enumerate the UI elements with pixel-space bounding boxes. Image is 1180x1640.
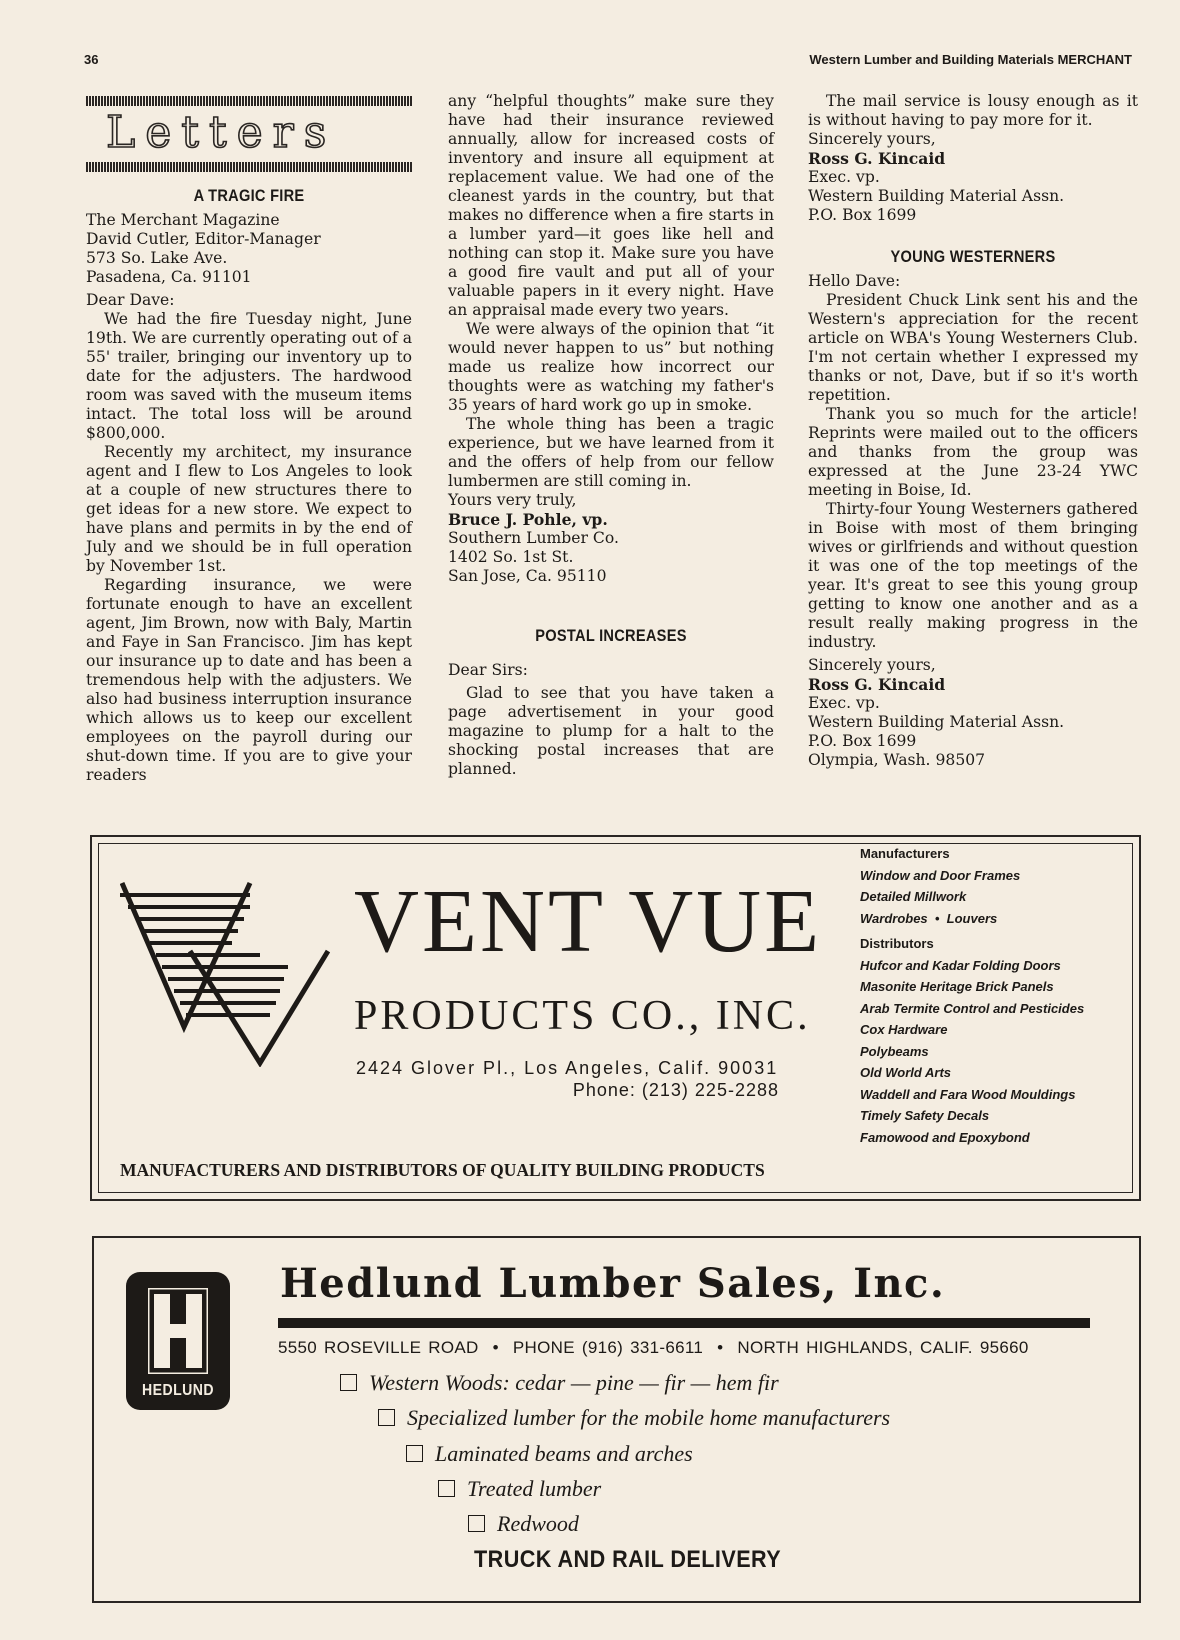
banner-stripe-top — [86, 96, 412, 106]
hedlund-logo-text: HEDLUND — [142, 1382, 214, 1399]
product-checklist-item — [438, 1476, 601, 1502]
signer-name: Bruce J. Pohle, vp. — [448, 510, 608, 529]
item-label: Treated lumber — [467, 1476, 602, 1501]
distributors-label: Distributors — [860, 936, 934, 951]
product-checklist-item — [468, 1511, 579, 1537]
list-item: Waddell and Fara Wood Mouldings — [860, 1086, 1076, 1102]
salutation: Dear Sirs: — [448, 661, 528, 679]
product-checklist-item — [378, 1405, 890, 1431]
signer-name: Ross G. Kincaid — [808, 149, 946, 168]
list-item: Hufcor and Kadar Folding Doors — [860, 957, 1061, 973]
list-item: Window and Door Frames — [860, 867, 1021, 883]
checkbox-icon — [438, 1480, 455, 1497]
paragraph: We had the fire Tuesday night, June 19th. We are currently operating out of a 55' trailer, bringing our inventory up to date for the adjusters. The hardwood room was saved with the museum items intact. The total loss will be around $800,000. — [86, 310, 412, 442]
letter-heading: A TRAGIC FIRE — [193, 186, 305, 205]
paragraph: Thirty-four Young Westerners gathered in Boise with most of them bringing wives or girlfriends and without question it was one of the top meetings of the year. It's great to see this young group getting to know one another and as a result really making progress in the industry. — [808, 500, 1138, 651]
address-line: 573 So. Lake Ave. — [86, 249, 228, 267]
list-item: Cox Hardware — [860, 1022, 948, 1037]
title-rule — [278, 1318, 1090, 1328]
list-item: Detailed Millwork — [860, 889, 967, 904]
list-item: Wardrobes • Louvers — [860, 910, 998, 926]
hedlund-logo — [126, 1272, 230, 1410]
signature-line: San Jose, Ca. 95110 — [448, 567, 607, 585]
signature-line: Southern Lumber Co. — [448, 529, 619, 547]
paragraph: any “helpful thoughts” make sure they have had their insurance reviewed annually, allow for increased costs of inventory and insure all equipment at replacement value. We had one of the cleanest yards in the country, but that makes no difference when a fire starts in a lumber yard—it goes like hell and nothing can stop it. Make sure you have a good fire vault and put all of your valuable papers in it every night. Have an appraisal made every two years. — [448, 92, 774, 319]
closing: Sincerely yours, — [808, 130, 936, 148]
paragraph: The mail service is lousy enough as it is without having to pay more for it. — [808, 92, 1138, 129]
item-label: Laminated beams and arches — [435, 1441, 693, 1466]
checkbox-icon — [468, 1515, 485, 1532]
list-item: Masonite Heritage Brick Panels — [860, 979, 1054, 994]
signature-line: 1402 So. 1st St. — [448, 548, 574, 566]
signature-line: P.O. Box 1699 — [808, 206, 917, 224]
checkbox-icon — [406, 1445, 423, 1462]
column-2 — [448, 92, 774, 779]
ventvue-product-list — [860, 843, 1130, 1148]
paragraph: Thank you so much for the article! Reprints were mailed out to the officers and thanks from the group was expressed at the June 23-24 YWC meeting in Boise, Id. — [808, 405, 1138, 499]
column-3 — [808, 92, 1138, 770]
signature-line: Exec. vp. — [808, 168, 880, 186]
ventvue-phone: Phone: (213) 225-2288 — [572, 1080, 779, 1100]
signer-name: Ross G. Kincaid — [808, 675, 946, 694]
publication-title: Western Lumber and Building Materials MERCHANT — [809, 52, 1132, 67]
paragraph: President Chuck Link sent his and the Western's appreciation for the recent article on WBA's Young Westerners Club. I'm not certain whether I expressed my thanks or not, Dave, but if so it's worth repetition. — [808, 291, 1138, 404]
address-line: David Cutler, Editor-Manager — [86, 230, 321, 248]
hedlund-title: Hedlund Lumber Sales, Inc. — [280, 1260, 946, 1307]
checkbox-icon — [378, 1409, 395, 1426]
ventvue-company: PRODUCTS CO., INC. — [354, 993, 811, 1039]
closing: Yours very truly, — [448, 491, 577, 509]
salutation: Hello Dave: — [808, 272, 901, 290]
ventvue-logo-icon — [120, 877, 330, 1067]
letter-heading: YOUNG WESTERNERS — [890, 247, 1056, 266]
ventvue-name: VENT VUE — [354, 872, 823, 971]
signature-line: Olympia, Wash. 98507 — [808, 751, 986, 769]
paragraph: Regarding insurance, we were fortunate enough to have an excellent agent, Jim Brown, now with Baly, Martin and Faye in San Francisco. Jim has kept our insurance up to date and has been a tremendous help with the adjusters. We also had business interruption insurance which allows us to keep our excellent employees on the payroll during our shut-down time. If you are to give your readers — [86, 576, 412, 784]
signature-line: P.O. Box 1699 — [808, 732, 917, 750]
h-letter-icon — [148, 1288, 208, 1374]
list-item: Arab Termite Control and Pesticides — [860, 1000, 1085, 1016]
section-title: Letters — [106, 107, 337, 158]
ventvue-tagline: MANUFACTURERS AND DISTRIBUTORS OF QUALITY BUILDING PRODUCTS — [120, 1160, 765, 1180]
product-checklist-item — [406, 1441, 693, 1467]
paragraph: Recently my architect, my insurance agent and I flew to Los Angeles to look at a couple of new structures there to get ideas for a new store. We expect to have plans and permits in by the end of July and we should be in full operation by November 1st. — [86, 443, 412, 575]
manufacturers-label: Manufacturers — [860, 846, 950, 861]
item-label: Western Woods: cedar — pine — fir — hem fir — [369, 1370, 779, 1395]
signature-line: Exec. vp. — [808, 694, 880, 712]
list-item: Timely Safety Decals — [860, 1108, 990, 1123]
letter-heading: POSTAL INCREASES — [535, 626, 687, 645]
checkbox-icon — [340, 1374, 357, 1391]
paragraph: Glad to see that you have taken a page advertisement in your good magazine to plump for a halt to the shocking postal increases that are planned. — [448, 684, 774, 778]
delivery-note: TRUCK AND RAIL DELIVERY — [474, 1546, 782, 1573]
banner-stripe-bottom — [86, 162, 412, 172]
hedlund-address: 5550 ROSEVILLE ROAD • PHONE (916) 331-6611 • NORTH HIGHLANDS, CALIF. 95660 — [278, 1338, 1029, 1357]
address-line: The Merchant Magazine — [86, 211, 280, 229]
signature-line: Western Building Material Assn. — [808, 713, 1065, 731]
ventvue-address: 2424 Glover Pl., Los Angeles, Calif. 90031 — [356, 1058, 779, 1078]
item-label: Redwood — [497, 1511, 579, 1536]
list-item: Old World Arts — [860, 1065, 951, 1080]
column-1 — [86, 92, 412, 785]
ventvue-advertisement — [90, 835, 1141, 1201]
signature-line: Western Building Material Assn. — [808, 187, 1065, 205]
hedlund-advertisement — [92, 1236, 1141, 1603]
list-item: Polybeams — [860, 1043, 929, 1059]
paragraph: We were always of the opinion that “it would never happen to us” but nothing made us realize how incorrect our thoughts were as watching my father's 35 years of hard work go up in smoke. — [448, 320, 774, 414]
page-number: 36 — [84, 52, 99, 67]
paragraph: The whole thing has been a tragic experience, but we have learned from it and the offers of help from our fellow lumbermen are still coming in. — [448, 415, 774, 490]
product-checklist-item — [340, 1370, 779, 1396]
letters-section-banner — [86, 92, 412, 176]
salutation: Dear Dave: — [86, 291, 175, 309]
item-label: Specialized lumber for the mobile home manufacturers — [407, 1405, 891, 1430]
list-item: Famowood and Epoxybond — [860, 1129, 1030, 1145]
closing: Sincerely yours, — [808, 656, 936, 674]
address-line: Pasadena, Ca. 91101 — [86, 268, 252, 286]
page-header — [84, 52, 1132, 74]
